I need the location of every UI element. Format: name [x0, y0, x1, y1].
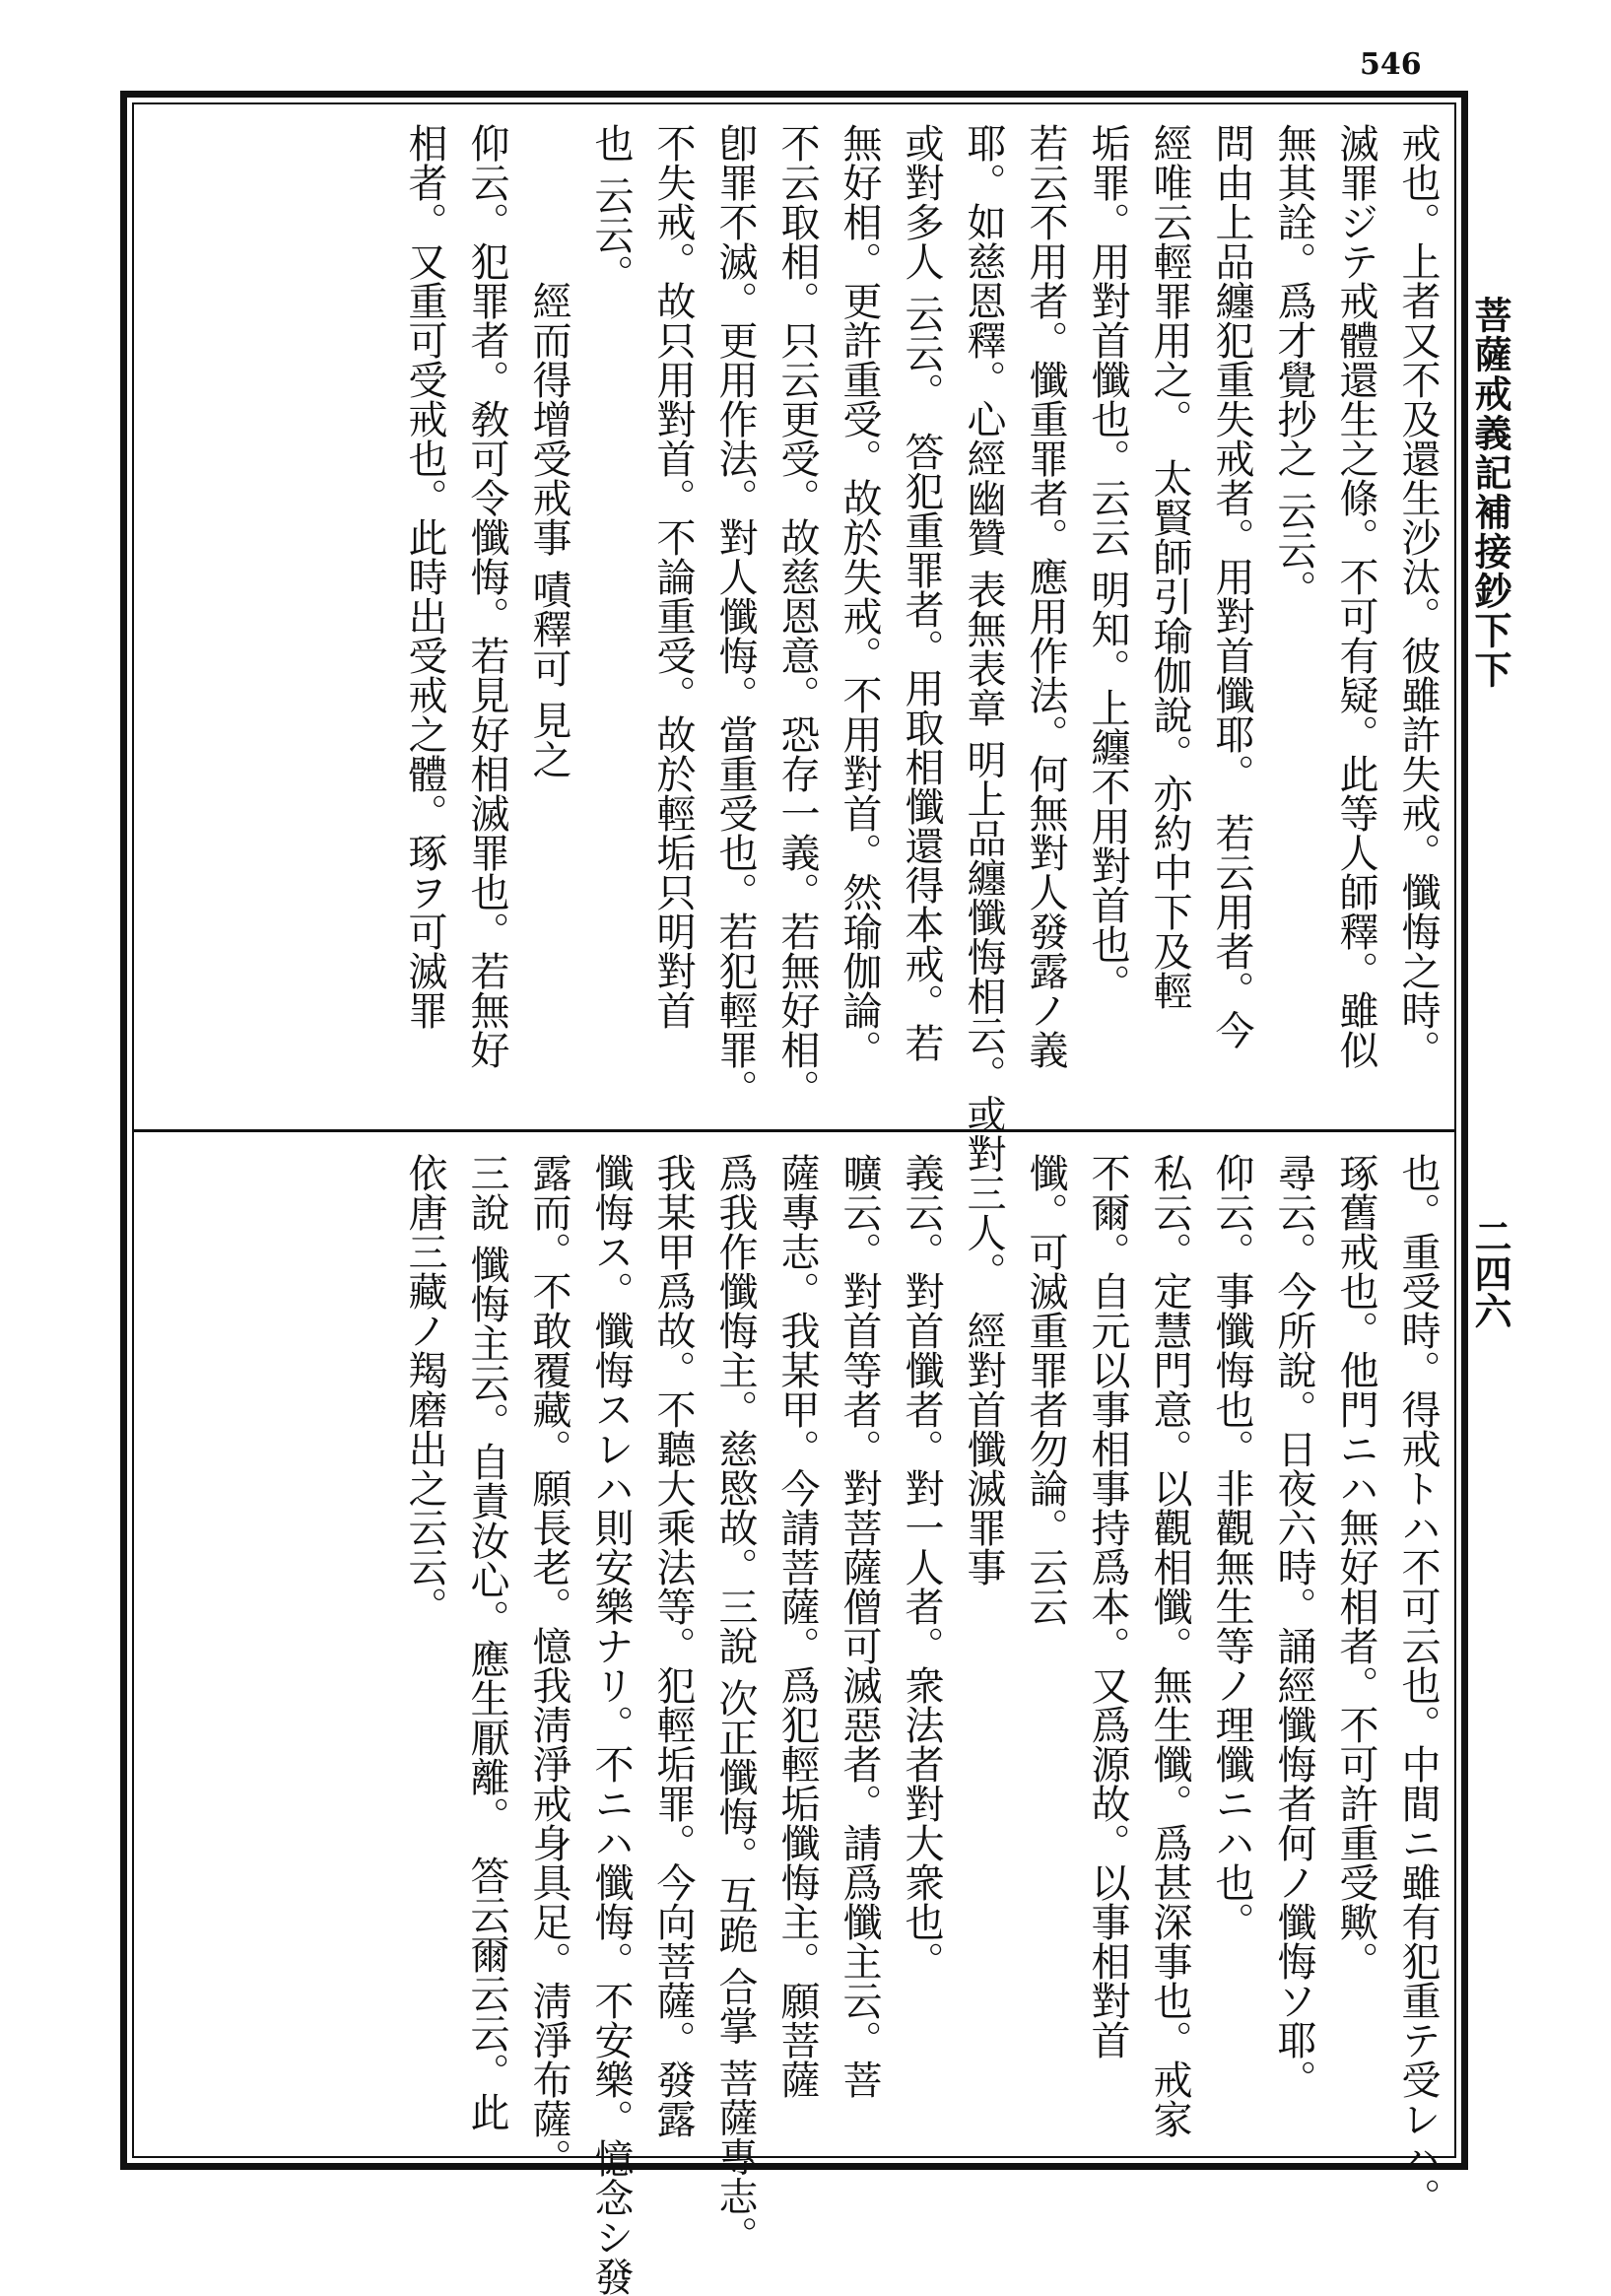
page-number: 546 [1360, 47, 1422, 82]
text-line: 懺悔ス。懺悔スレハ則安樂ナリ。不ニハ懺悔。不安樂。憶念シ發 [588, 1153, 634, 2296]
text-line: 曠云。對首等者。對菩薩僧可滅惡者。請爲懺主云。菩 [837, 1153, 882, 2099]
text-line: 不爾。自元以事相事持爲本。又爲源故。以事相對首 [1085, 1153, 1130, 2060]
bottom-text-block [393, 1153, 1448, 2296]
text-line: 滅罪ジテ戒體還生之條。不可有疑。此等人師釋。雖似 [1333, 123, 1378, 1069]
text-line: 爲我作懺悔主。慈愍故。三說 次正懺悔。互跪 合掌 菩薩專志。 [712, 1153, 758, 2256]
text-line: 義云。對首懺者。對一人者。衆法者對大衆也。 [899, 1153, 944, 1981]
text-line: 經唯云輕罪用之。 太賢師引瑜伽說。亦約中下及輕 [1147, 123, 1192, 1010]
section-divider [132, 1129, 1456, 1132]
text-line: 相者。又重可受戒也。此時出受戒之體。琢ヲ可滅罪 [402, 123, 447, 1030]
text-line: 依唐三藏ノ羯磨出之云云。 [402, 1153, 447, 1626]
section-heading: 經對首懺滅罪事 [961, 1311, 1006, 1587]
text-line: 或對多人 云云。 答犯重罪者。用取相懺還得本戒。若 [899, 123, 944, 1062]
running-head: 菩薩戒義記補接鈔下下 [1468, 296, 1512, 690]
folio-number: 二四六 [1468, 1217, 1512, 1329]
text-line: 尋云。今所說。日夜六時。誦經懺悔者何ノ懺悔ソ耶。 [1271, 1153, 1316, 2099]
text-line: 懺。可滅重罪者勿論。云云 [1023, 1153, 1068, 1626]
text-line: 卽罪不滅。更用作法。對人懺悔。當重受也。若犯輕罪。 [712, 123, 758, 1109]
text-line: 戒也。上者又不及還生沙汰。彼雖許失戒。懺悔之時。 [1395, 123, 1441, 1069]
text-line: 仰云。事懺悔也。非觀無生等ノ理懺ニハ也。 [1209, 1153, 1254, 1941]
text-line: 耶。如慈恩釋。心經幽贊 表無表章 明上品纏懺悔相云。或對三人。 [961, 123, 1006, 1292]
text-line: 問由上品纏犯重失戒者。用對首懺耶。 若云用者。今 [1209, 123, 1254, 1049]
text-line: 也。重受時。得戒トハ不可云也。中間ニ雖有犯重テ受レハ。 [1395, 1153, 1441, 2217]
text-line: 無好相。更許重受。故於失戒。不用對首。然瑜伽論。 [837, 123, 882, 1069]
section-heading: 經而得增受戒事 嘖釋可 見之 [526, 281, 571, 779]
text-line: 私云。定慧門意。以觀相懺。無生懺。爲甚深事也。戒家 [1147, 1153, 1192, 2138]
text-line: 琢舊戒也。他門ニハ無好相者。不可許重受歟。 [1333, 1153, 1378, 1981]
text-line: 垢罪。用對首懺也。云云 明知。上纏不用對首也。 [1085, 123, 1130, 1003]
text-line: 也 云云。 [588, 123, 634, 294]
text-line: 無其詮。爲才覺抄之 云云。 [1271, 123, 1316, 609]
text-line: 我某甲爲故。不聽大乘法等。犯輕垢罪。今向菩薩。發露 [650, 1153, 696, 2138]
top-text-block [393, 123, 1448, 1292]
text-line: 仰云。犯罪者。敎可令懺悔。若見好相滅罪也。若無好 [464, 123, 509, 1069]
text-line: 薩專志。我某甲。今請菩薩。爲犯輕垢懺悔主。願菩薩 [774, 1153, 820, 2099]
text-line: 露而。不敢覆藏。願長老。憶我淸淨戒身具足。淸淨布薩。 [526, 1153, 571, 2178]
text-line: 不失戒。故只用對首。不論重受。故於輕垢只明對首 [650, 123, 696, 1030]
text-line: 不云取相。只云更受。故慈恩意。恐存一義。若無好相。 [774, 123, 820, 1109]
text-line: 三說 懺悔主云。自責汝心。應生厭離。 答云爾云云。此 [464, 1153, 509, 2131]
text-line: 若云不用者。懺重罪者。應用作法。何無對人發露ノ義 [1023, 123, 1068, 1069]
